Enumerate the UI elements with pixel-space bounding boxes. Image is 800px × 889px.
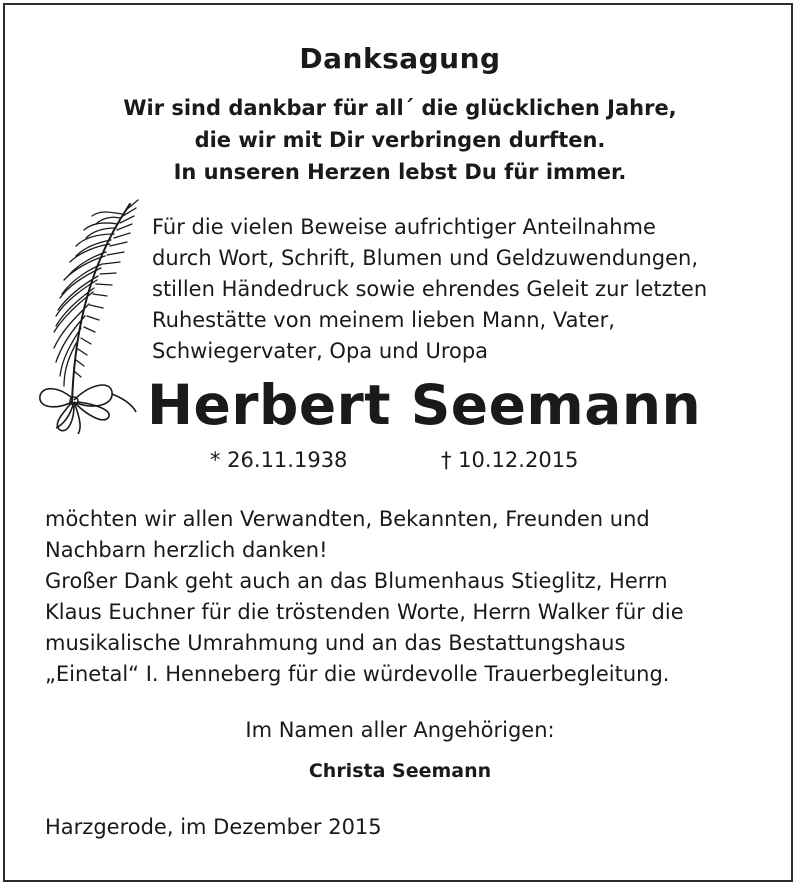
place-and-date: Harzgerode, im Dezember 2015 bbox=[45, 815, 382, 839]
intro-paragraph bbox=[152, 212, 792, 367]
intro-line: Für die vielen Beweise aufrichtiger Anteilnahme bbox=[152, 215, 656, 239]
deceased-name: Herbert Seemann bbox=[147, 373, 702, 437]
thanks-line: Nachbarn herzlich danken! bbox=[45, 538, 328, 562]
signer-name: Christa Seemann bbox=[308, 760, 492, 782]
thanks-line: möchten wir allen Verwandten, Bekannten, Freunden und bbox=[45, 507, 650, 531]
motto-line: Wir sind dankbar für all´ die glücklichen Jahre, bbox=[123, 96, 677, 120]
thanks-line: „Einetal“ I. Henneberg für die würdevolle Trauerbegleitung. bbox=[45, 662, 670, 686]
birth-date: * 26.11.1938 bbox=[210, 448, 348, 472]
signoff-text: Im Namen aller Angehörigen: bbox=[245, 718, 555, 742]
thanks-line: Großer Dank geht auch an das Blumenhaus Stieglitz, Herrn bbox=[45, 569, 668, 593]
palm-branch-with-ribbon-icon bbox=[30, 198, 148, 434]
notice-heading: Danksagung bbox=[299, 42, 501, 75]
intro-line: Ruhestätte von meinem lieben Mann, Vater, bbox=[152, 308, 615, 332]
motto-line: In unseren Herzen lebst Du für immer. bbox=[173, 160, 627, 184]
motto-verse bbox=[0, 92, 800, 188]
thanks-line: Klaus Euchner für die tröstenden Worte, Herrn Walker für die bbox=[45, 600, 684, 624]
intro-line: Schwiegervater, Opa und Uropa bbox=[152, 339, 489, 363]
motto-line: die wir mit Dir verbringen durften. bbox=[194, 128, 606, 152]
death-date: † 10.12.2015 bbox=[441, 448, 579, 472]
intro-line: stillen Händedruck sowie ehrendes Geleit zur letzten bbox=[152, 277, 708, 301]
thanks-paragraph bbox=[45, 504, 785, 690]
thanks-line: musikalische Umrahmung und an das Bestattungshaus bbox=[45, 631, 626, 655]
intro-line: durch Wort, Schrift, Blumen und Geldzuwendungen, bbox=[152, 246, 699, 270]
